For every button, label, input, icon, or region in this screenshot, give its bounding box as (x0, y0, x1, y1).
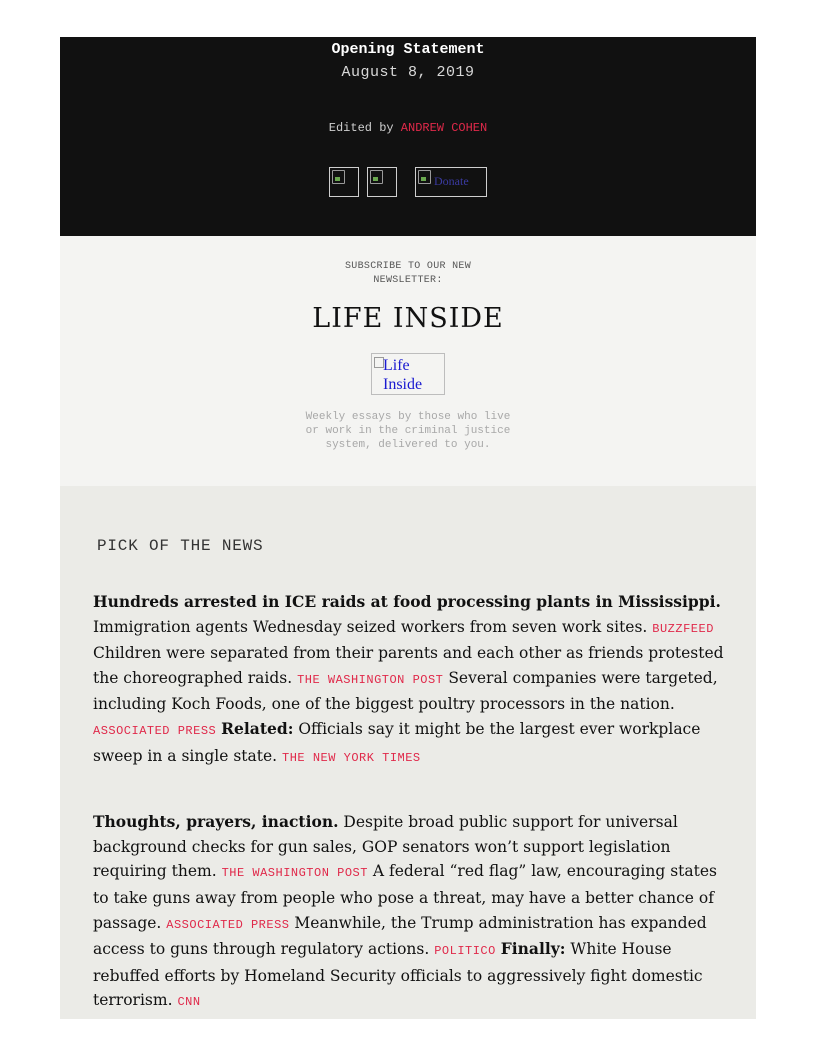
life-inside-title[interactable]: LIFE INSIDE (312, 303, 504, 334)
source-link-associated-press[interactable]: ASSOCIATED PRESS (93, 723, 217, 738)
source-link-new-york-times[interactable]: THE NEW YORK TIMES (282, 750, 421, 765)
story-headline: Hundreds arrested in ICE raids at food processing plants in Mississippi. (93, 592, 721, 611)
life-inside-alt-text: Life Inside (383, 357, 423, 393)
social-links (60, 167, 756, 197)
broken-image-icon (418, 170, 431, 184)
section-title: PICK OF THE NEWS (97, 537, 264, 555)
newsletter-description: Weekly essays by those who live or work in the criminal justice system, delivered to you. (305, 411, 511, 451)
source-link-buzzfeed[interactable]: BUZZFEED (652, 621, 714, 636)
facebook-icon[interactable] (367, 167, 397, 197)
editor-line (60, 121, 756, 135)
issue-date: August 8, 2019 (341, 64, 475, 81)
donate-alt-text: Donate (434, 174, 469, 188)
newsletter-promo (60, 236, 756, 486)
story-headline: Thoughts, prayers, inaction. (93, 812, 339, 832)
header (60, 37, 756, 236)
edited-by-label: Edited by (328, 121, 401, 135)
twitter-icon[interactable] (329, 167, 359, 197)
story-ice-raids: Hundreds arrested in ICE raids at food processing plants in Mississippi. Immigration agents Wednesday seized workers from seven work sites. BUZZFEED Children were separated from their parents and each other as friends protested the choreographed raids. THE WASHINGTON POST Several companies were targeted, including Koch Foods, one of the biggest poultry processors in the nation. ASSOCIATED PRESS Related: Officials say it might be the largest ever workplace sweep in a single state. THE NEW YORK TIMES (93, 592, 724, 765)
source-link-politico[interactable]: POLITICO (434, 944, 496, 959)
source-link-washington-post[interactable]: THE WASHINGTON POST (221, 866, 368, 881)
email-body (60, 37, 756, 1019)
subscribe-label: SUBSCRIBE TO OUR NEW NEWSLETTER: (344, 261, 472, 286)
news-section (60, 486, 756, 1019)
broken-image-icon (332, 170, 345, 184)
newsletter-title: Opening Statement (331, 41, 485, 58)
finally-label: Finally: (500, 939, 566, 959)
life-inside-image[interactable] (371, 353, 445, 395)
source-link-cnn[interactable]: CNN (177, 995, 201, 1010)
editor-link[interactable]: ANDREW COHEN (400, 121, 488, 135)
source-link-associated-press[interactable]: ASSOCIATED PRESS (166, 917, 290, 932)
donate-button[interactable] (415, 167, 487, 197)
related-label: Related: (221, 718, 294, 738)
broken-image-icon (370, 170, 383, 184)
source-link-washington-post[interactable]: THE WASHINGTON POST (297, 672, 444, 687)
story-gun-legislation: Thoughts, prayers, inaction. Despite broad public support for universal background checks for gun sales, GOP senators won’t support legislation requiring them. THE WASHINGTON POST A federal “red flag” law, encouraging states to take guns away from people who pose a threat, may have a better chance of passage. ASSOCIATED PRESS Meanwhile, the Trump administration has expanded access to guns through regulatory actions. POLITICO Finally: White House rebuffed efforts by Homeland Security officials to aggressively fight domestic terrorism. CNN (93, 812, 717, 1010)
